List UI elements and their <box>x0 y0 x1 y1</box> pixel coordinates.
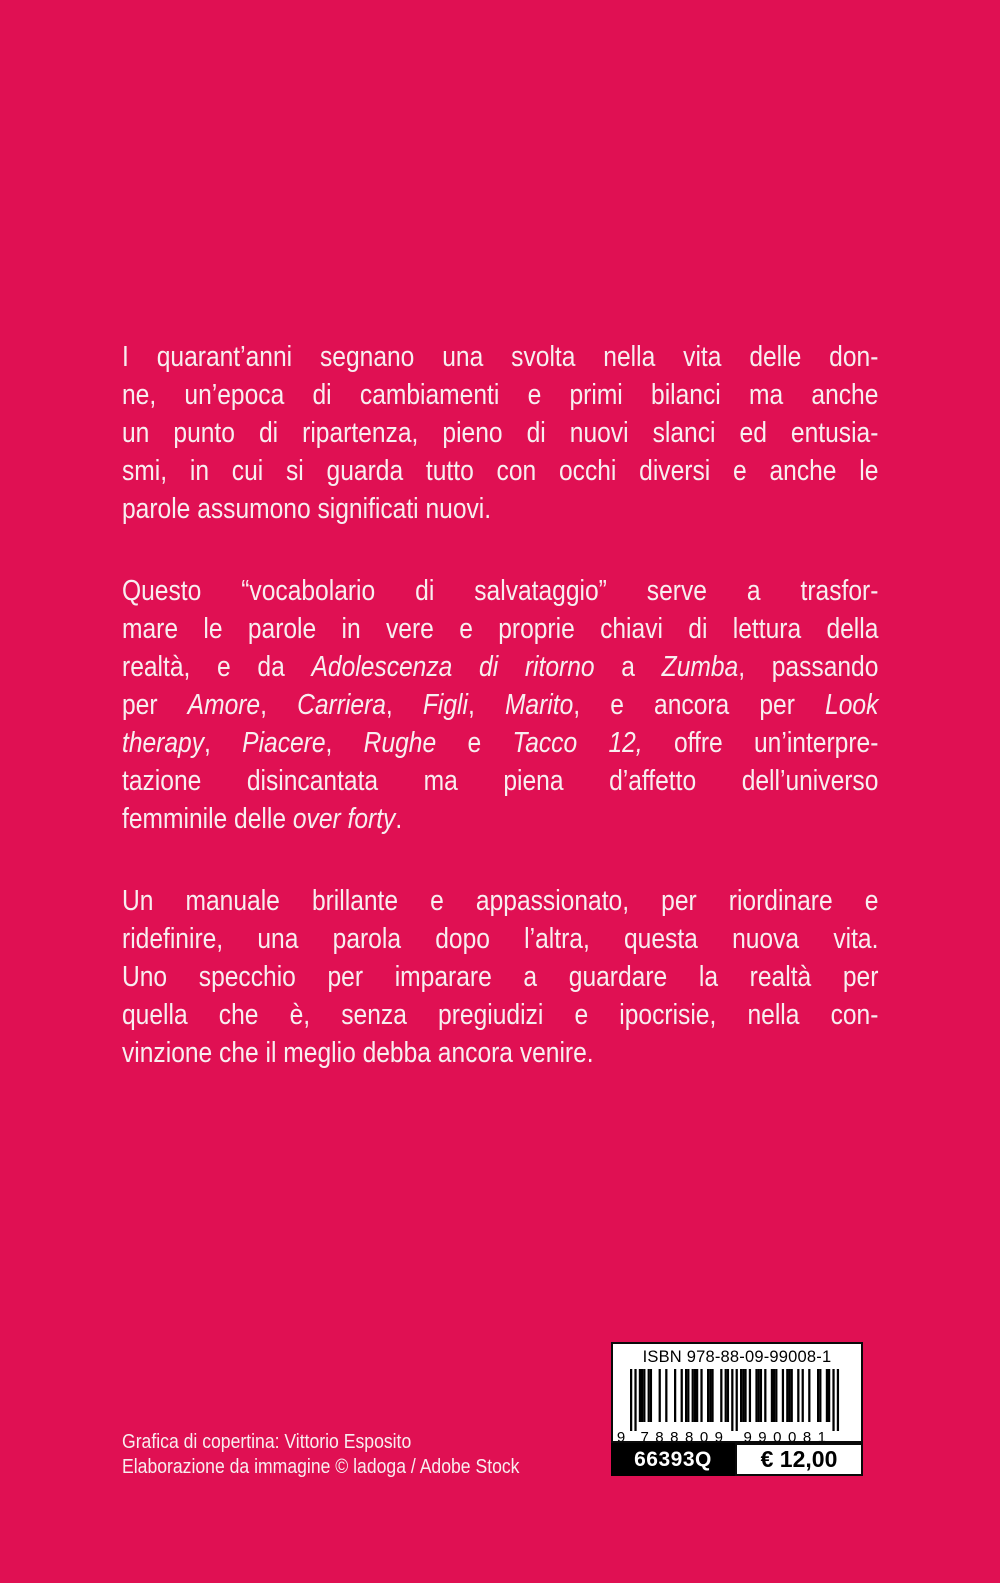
blurb-text-run: Questo “vocabolario di salvataggio” serve a trasfor- <box>122 575 879 607</box>
barcode-bottom-row <box>611 1443 863 1476</box>
barcode-bar <box>832 1369 834 1431</box>
blurb-text-run: un punto di ripartenza, pieno di nuovi slanci ed entusia- <box>122 417 879 449</box>
blurb-italic-run: Piacere <box>242 727 326 759</box>
barcode-bar <box>696 1369 698 1422</box>
barcode-bar <box>681 1369 683 1422</box>
blurb-italic-run: Zumba <box>661 651 739 683</box>
blurb-text-run: parole assumono significati nuovi. <box>122 493 492 525</box>
barcode-bar <box>725 1369 727 1422</box>
barcode-bar <box>659 1369 661 1422</box>
blurb-italic-run: Tacco 12, <box>512 727 643 759</box>
blurb-text-run: , <box>467 689 505 721</box>
blurb-line <box>122 724 878 762</box>
barcode-bar <box>786 1369 788 1422</box>
blurb-text-run: , <box>204 727 243 759</box>
blurb-italic-run: Rughe <box>363 727 437 759</box>
blurb-text-run: Un manuale brillante e appassionato, per riordinare e <box>122 885 879 917</box>
blurb-text-run: a <box>594 651 662 683</box>
blurb-italic-run: Carriera <box>297 689 386 721</box>
barcode-bar <box>650 1369 652 1422</box>
blurb-line <box>122 490 878 528</box>
barcode-bar <box>764 1369 766 1422</box>
blurb-line <box>122 686 878 724</box>
barcode-bar <box>755 1369 757 1422</box>
isbn-barcode-block <box>611 1342 863 1476</box>
blurb-line <box>122 572 878 610</box>
barcode-bar <box>808 1369 810 1422</box>
barcode-bar <box>744 1369 746 1422</box>
blurb-text-run: smi, in cui si guarda tutto con occhi diversi e anche le <box>122 455 879 487</box>
barcode-bar <box>828 1369 830 1422</box>
barcode-panel <box>611 1342 863 1443</box>
blurb-text-run: femminile delle <box>122 803 293 835</box>
blurb-text-run: , <box>260 689 298 721</box>
barcode-bar <box>694 1369 696 1422</box>
barcode-bar <box>773 1369 775 1422</box>
barcode-bar <box>837 1369 839 1431</box>
credits-image-source: Elaborazione da immagine © ladoga / Adobe Stock <box>122 1456 520 1478</box>
blurb-line <box>122 648 878 686</box>
barcode-bar <box>700 1369 702 1422</box>
barcode-bar <box>742 1369 744 1422</box>
blurb-text-run: quella che è, senza pregiudizi e ipocrisie, nella con- <box>122 999 879 1031</box>
blurb-line <box>122 610 878 648</box>
blurb-text-run: , <box>325 727 364 759</box>
blurb-line <box>122 958 878 996</box>
barcode-bar <box>727 1369 729 1422</box>
barcode-bar <box>771 1369 773 1422</box>
blurb-line <box>122 996 878 1034</box>
barcode-bar <box>819 1369 821 1422</box>
barcode-bar <box>791 1369 793 1422</box>
barcode-digit-left-group: 788809 <box>640 1429 730 1443</box>
blurb-line <box>122 376 878 414</box>
price: € 12,00 <box>735 1443 863 1476</box>
barcode-bar <box>749 1369 751 1422</box>
blurb-line <box>122 1034 878 1072</box>
blurb-italic-run: Adolescenza di ritorno <box>311 651 595 683</box>
blurb-line <box>122 762 878 800</box>
barcode-bar <box>648 1369 650 1422</box>
blurb-italic-run: Marito <box>504 689 574 721</box>
barcode-bar <box>674 1369 676 1422</box>
blurb-text-run: , passando <box>738 651 879 683</box>
ean13-barcode <box>614 1369 860 1443</box>
barcode-bar <box>641 1369 643 1422</box>
blurb-italic-run: Look <box>825 689 879 721</box>
barcode-bar <box>643 1369 645 1422</box>
blurb-line <box>122 414 878 452</box>
blurb-text-run: realtà, e da <box>122 651 312 683</box>
barcode-bar <box>788 1369 790 1422</box>
barcode-digit-lead: 9 <box>616 1429 626 1443</box>
barcode-bar <box>826 1369 828 1422</box>
barcode-bar <box>639 1369 641 1422</box>
blurb-text-run: Uno specchio per imparare a guardare la realtà per <box>122 961 879 993</box>
blurb-italic-run: Amore <box>187 689 261 721</box>
blurb-text-run: , e ancora per <box>573 689 826 721</box>
blurb-text-run: I quarant’anni segnano una svolta nella vita delle don- <box>122 341 879 373</box>
blurb-text-run: e <box>436 727 513 759</box>
barcode-bar <box>630 1369 632 1431</box>
blurb <box>122 338 878 1116</box>
barcode-bar <box>817 1369 819 1422</box>
barcode-bar <box>775 1369 777 1422</box>
blurb-italic-run: therapy <box>122 727 205 759</box>
isbn-label: ISBN 978-88-09-99008-1 <box>642 1348 832 1366</box>
publisher-code: 66393Q <box>611 1443 735 1476</box>
barcode-bar <box>687 1369 689 1422</box>
barcode-bar <box>707 1369 709 1422</box>
blurb-line <box>122 338 878 376</box>
barcode-bar <box>711 1369 713 1422</box>
barcode-bar <box>692 1369 694 1422</box>
blurb-text-run: per <box>122 689 188 721</box>
credits <box>122 1430 519 1480</box>
barcode-bar <box>731 1369 733 1431</box>
barcode-bar <box>634 1369 636 1431</box>
blurb-text-run: ne, un’epoca di cambiamenti e primi bilanci ma anche <box>122 379 879 411</box>
credits-cover-design: Grafica di copertina: Vittorio Esposito <box>122 1431 412 1453</box>
blurb-italic-run: over forty <box>292 803 396 835</box>
barcode-bar <box>758 1369 760 1422</box>
blurb-paragraph <box>122 882 878 1072</box>
barcode-bar <box>665 1369 667 1422</box>
blurb-paragraph <box>122 572 878 838</box>
blurb-text-run: mare le parole in vere e proprie chiavi di lettura della <box>122 613 879 645</box>
barcode-bar <box>736 1369 738 1431</box>
barcode-bar <box>802 1369 804 1422</box>
blurb-text-run: . <box>395 803 403 835</box>
barcode-bar <box>720 1369 722 1422</box>
barcode-digit-right-group: 990081 <box>743 1429 833 1443</box>
blurb-line <box>122 882 878 920</box>
barcode-bar <box>782 1369 784 1422</box>
blurb-text-run: , <box>385 689 423 721</box>
blurb-line <box>122 920 878 958</box>
barcode-bar <box>760 1369 762 1422</box>
blurb-line <box>122 452 878 490</box>
blurb-line <box>122 800 878 838</box>
blurb-text-run: offre un’interpre- <box>642 727 879 759</box>
barcode-bar <box>709 1369 711 1422</box>
barcode-bar <box>685 1369 687 1422</box>
blurb-italic-run: Figli <box>422 689 468 721</box>
barcode-bar <box>740 1369 742 1422</box>
blurb-paragraph <box>122 338 878 528</box>
blurb-text-run: tazione disincantata ma piena d’affetto dell’universo <box>122 765 879 797</box>
blurb-text-run: vinzione che il meglio debba ancora venire. <box>122 1037 594 1069</box>
barcode-bar <box>797 1369 799 1422</box>
blurb-text-run: ridefinire, una parola dopo l’altra, questa nuova vita. <box>122 923 879 955</box>
